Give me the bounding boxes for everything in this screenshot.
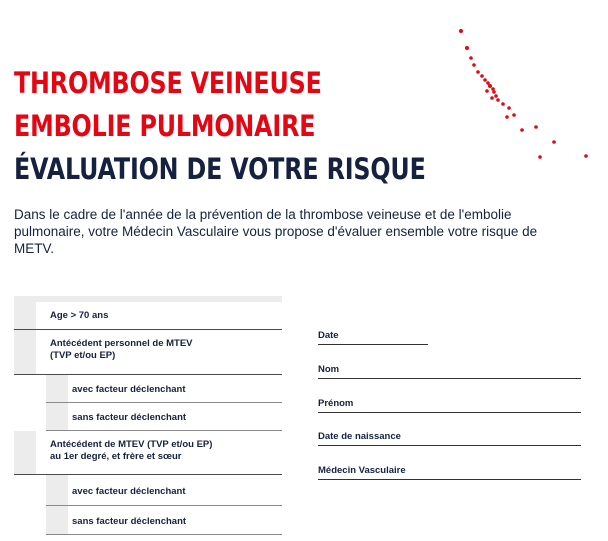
risk-subrow-personal-with-trigger xyxy=(46,375,282,403)
checkbox[interactable] xyxy=(46,506,68,534)
risk-row-age xyxy=(14,302,282,330)
headline xyxy=(14,62,426,191)
checkbox[interactable] xyxy=(46,475,68,505)
risk-label: Antécédent personnel de MTEV (TVP et/ou EP) xyxy=(50,338,193,361)
field-date-naissance[interactable]: Date de naissance xyxy=(318,431,581,446)
risk-factors-table xyxy=(14,296,282,535)
decorative-dots xyxy=(440,20,608,170)
field-date[interactable]: Date xyxy=(318,330,428,345)
field-medecin-vasculaire[interactable]: Médecin Vasculaire xyxy=(318,465,581,480)
field-nom[interactable]: Nom xyxy=(318,364,581,379)
intro-paragraph: Dans le cadre de l'année de la prévention de la thrombose veineuse et de l'embolie pulmonaire, votre Médecin Vasculaire vous propose d'évaluer ensemble votre risque de METV. xyxy=(14,207,538,256)
risk-subrow-family-with-trigger xyxy=(46,475,282,506)
risk-sub-label: avec facteur déclenchant xyxy=(72,384,186,395)
risk-subrow-family-without-trigger xyxy=(46,506,282,535)
checkbox[interactable] xyxy=(14,330,36,374)
risk-row-personal-history xyxy=(14,330,282,375)
risk-row-family-history xyxy=(14,431,282,475)
title-line-1: THROMBOSE VEINEUSE xyxy=(14,66,322,100)
risk-sub-label: sans facteur déclenchant xyxy=(72,516,187,527)
risk-subrow-personal-without-trigger xyxy=(46,403,282,431)
risk-sub-label: avec facteur déclenchant xyxy=(72,486,186,497)
field-prenom[interactable]: Prénom xyxy=(318,398,581,413)
risk-label: Antécédent de MTEV (TVP et/ou EP) au 1er degré, et frère et sœur xyxy=(50,439,213,462)
risk-label: Age > 70 ans xyxy=(50,310,109,321)
checkbox[interactable] xyxy=(46,375,68,402)
checkbox[interactable] xyxy=(46,403,68,430)
checkbox[interactable] xyxy=(14,431,36,474)
checkbox[interactable] xyxy=(14,302,36,329)
title-line-2: EMBOLIE PULMONAIRE xyxy=(14,109,316,143)
title-line-3: ÉVALUATION DE VOTRE RISQUE xyxy=(14,152,426,186)
risk-sub-label: sans facteur déclenchant xyxy=(72,412,187,423)
